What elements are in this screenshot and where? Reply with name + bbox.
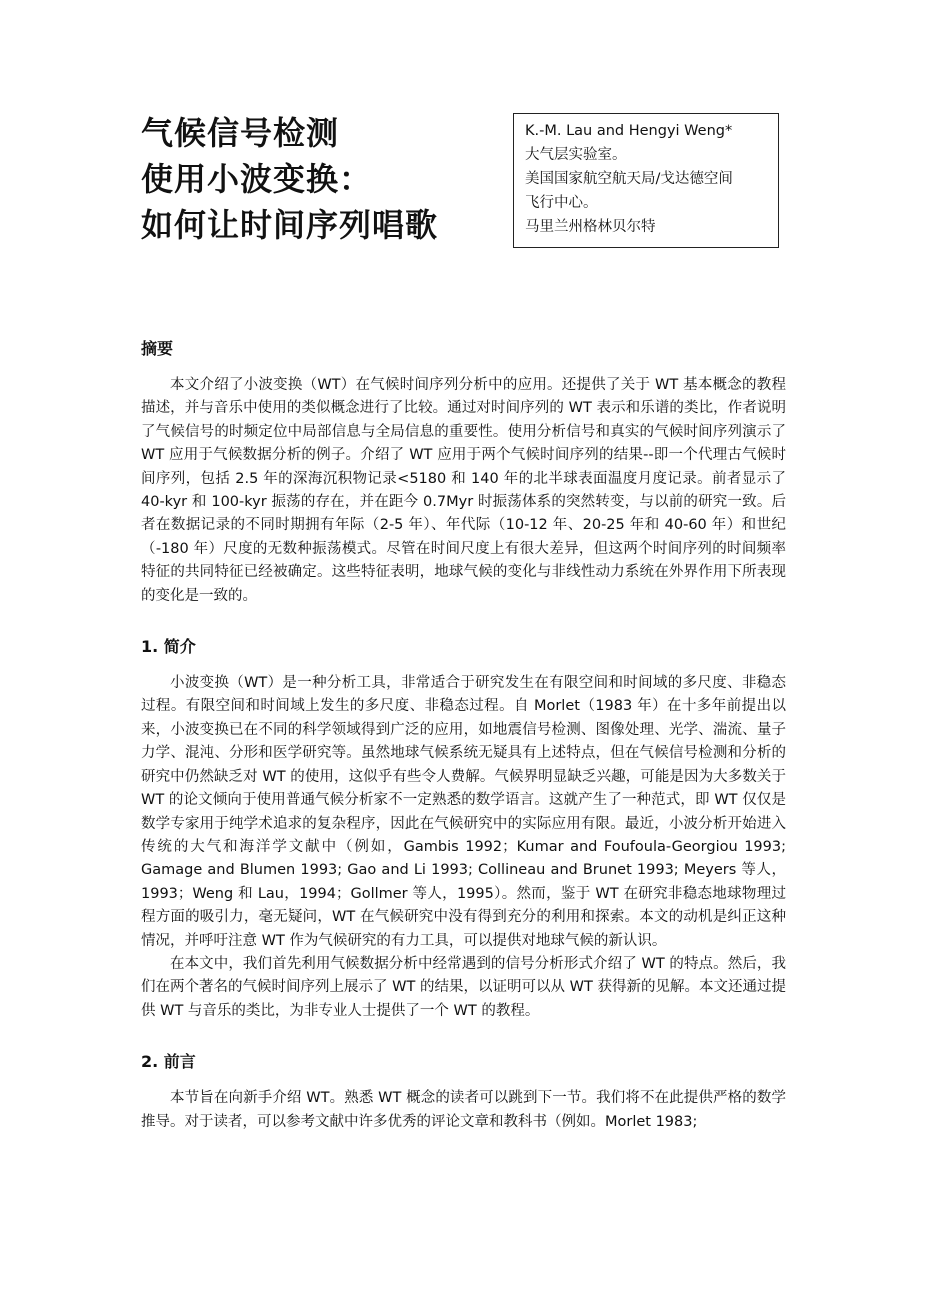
section-2-paragraph-1: 本节旨在向新手介绍 WT。熟悉 WT 概念的读者可以跳到下一节。我们将不在此提供严格的数学推导。对于读者，可以参考文献中许多优秀的评论文章和教科书（例如。Morlet 1983; xyxy=(141,1090,786,1130)
section-1-paragraph-1: 小波变换（WT）是一种分析工具，非常适合于研究发生在有限空间和时间域的多尺度、非稳态过程。有限空间和时间域上发生的多尺度、非稳态过程。自 Morlet（1983 年）在十多年前提出以来，小波变换已在不同的科学领域得到广泛的应用，如地震信号检测、图像处理、光学、湍流、量子力学、混沌、分形和医学研究等。虽然地球气候系统无疑具有上述特点，但在气候信号检测和分析的研究中仍然缺乏对 WT 的使用，这似乎有些令人费解。气候界明显缺乏兴趣，可能是因为大多数关于 WT 的论文倾向于使用普通气候分析家不一定熟悉的数学语言。这就产生了一种范式，即 WT 仅仅是数学专家用于纯学术追求的复杂程序，因此在气候研究中的实际应用有限。最近，小波分析开始进入传统的大气和海洋学文献中（例如，Gambis 1992；Kumar and Foufoula-Georgiou 1993; Gamage and Blumen 1993; Gao and Li 1993; Collineau and Brunet 1993; Meyers 等人，1993；Weng 和 Lau，1994；Gollmer 等人，1995）。然而，鉴于 WT 在研究非稳态地球物理过程方面的吸引力，毫无疑问，WT 在气候研究中没有得到充分的利用和探索。本文的动机是纠正这种情况，并呼吁注意 WT 作为气候研究的有力工具，可以提供对地球气候的新认识。 xyxy=(141,675,786,949)
affiliation-line-4: 马里兰州格林贝尔特 xyxy=(525,219,656,235)
abstract-text: 本文介绍了小波变换（WT）在气候时间序列分析中的应用。还提供了关于 WT 基本概念的教程描述，并与音乐中使用的类似概念进行了比较。通过对时间序列的 WT 表示和乐谱的类比，作者说明了气候信号的时频定位中局部信息与全局信息的重要性。使用分析信号和真实的气候时间序列演示了 WT 应用于气候数据分析的例子。介绍了 WT 应用于两个气候时间序列的结果--即一个代理古气候时间序列，包括 2.5 年的深海沉积物记录<5180 和 140 年的北半球表面温度月度记录。前者显示了 40-kyr 和 100-kyr 振荡的存在，并在距今 0.7Myr 时振荡体系的突然转变，与以前的研究一致。后者在数据记录的不同时期拥有年际（2-5 年）、年代际（10-12 年、20-25 年和 40-60 年）和世纪（-180 年）尺度的无数种振荡模式。尽管在时间尺度上有很大差异，但这两个时间序列的时间频率特征的共同特征已经被确定。这些特征表明，地球气候的变化与非线性动力系统在外界作用下所表现的变化是一致的。 xyxy=(141,377,786,604)
affiliation-line-2: 美国国家航空航天局/戈达德空间 xyxy=(525,171,733,187)
abstract-heading: 摘要 xyxy=(141,339,174,358)
paper-body xyxy=(141,336,786,1134)
affiliation-line-3: 飞行中心。 xyxy=(525,195,598,211)
author-names: K.-M. Lau and Hengyi Weng* xyxy=(525,123,733,139)
affiliation-line-1: 大气层实验室。 xyxy=(525,147,627,163)
paper-title xyxy=(141,110,491,248)
title-line-2: 使用小波变换： xyxy=(141,160,373,198)
section-1-paragraph-2: 在本文中，我们首先利用气候数据分析中经常遇到的信号分析形式介绍了 WT 的特点。然后，我们在两个著名的气候时间序列上展示了 WT 的结果，以证明可以从 WT 获得新的见解。本文还通过提供 WT 与音乐的类比，为非专业人士提供了一个 WT 的教程。 xyxy=(141,955,786,1019)
section-1-heading: 1. 简介 xyxy=(141,637,196,657)
author-affiliation-box xyxy=(513,113,779,248)
section-2-heading: 2. 前言 xyxy=(141,1052,196,1072)
title-line-1: 气候信号检测 xyxy=(141,114,340,152)
title-line-3: 如何让时间序列唱歌 xyxy=(141,206,439,244)
